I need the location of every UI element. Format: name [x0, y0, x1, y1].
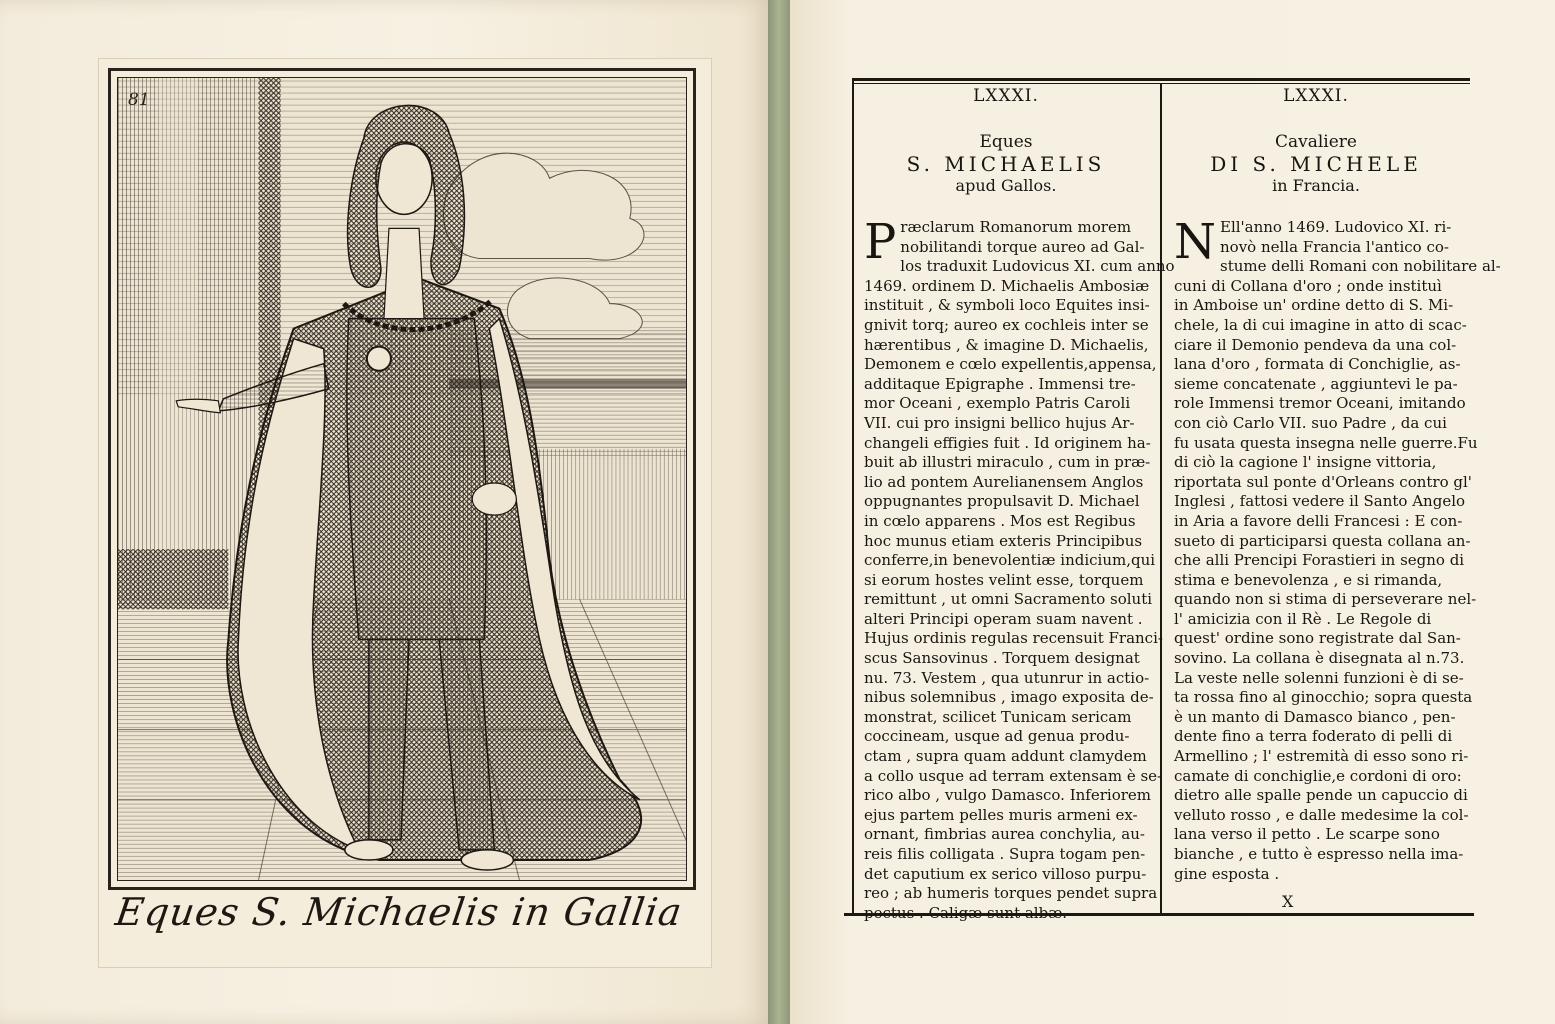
text-line: velluto rosso , e dalle medesime la col- [1174, 805, 1469, 824]
text-line: oppugnantes propulsavit D. Michael [864, 492, 1140, 511]
text-line: Inglesi , fattosi vedere il Santo Angelo [1174, 492, 1466, 511]
latin-body [856, 214, 1175, 923]
text-line: quest' ordine sono registrate dal San- [1174, 629, 1461, 648]
text-line: scus Sansovinus . Torquem designat [864, 649, 1140, 668]
text-line: Ell'anno 1469. Ludovico XI. ri- [1220, 218, 1452, 236]
engraving-image [118, 78, 686, 880]
left-page [0, 0, 768, 1024]
text-line: additaque Epigraphe . Immensi tre- [864, 374, 1136, 393]
text-line: gnivit torq; aureo ex cochleis inter se [864, 315, 1149, 334]
text-line: los traduxit Ludovicus XI. cum anno [900, 257, 1175, 276]
text-line: nu. 73. Vestem , qua utunrur in actio- [864, 668, 1150, 687]
text-line: pectus . Caligæ sunt albæ. [864, 903, 1068, 922]
text-line: novò nella Francia l'antico co- [1220, 237, 1449, 256]
text-line: 1469. ordinem D. Michaelis Ambosiæ [864, 276, 1150, 295]
text-line: det caputium ex serico villoso purpu- [864, 864, 1147, 883]
right-page [790, 0, 1555, 1024]
heading-latin-1: Eques [979, 132, 1033, 152]
text-line: monstrat, scilicet Tunicam sericam [864, 707, 1132, 726]
text-line: hærentibus , & imagine D. Michaelis, [864, 335, 1149, 354]
text-line: changeli effigies fuit . Id originem ha- [864, 433, 1151, 452]
text-line: che alli Prencipi Forastieri in segno di [1174, 551, 1465, 570]
engraving-frame [108, 68, 696, 890]
text-line: in Aria a favore delli Francesi : E con- [1174, 511, 1463, 530]
text-line: reis filis colligata . Supra togam pen- [864, 845, 1146, 863]
text-line: con ciò Carlo VII. suo Padre , da cui [1174, 413, 1447, 432]
text-line: rico albo , vulgo Damasco. Inferiorem [864, 786, 1151, 805]
text-line: camate di conchiglie,e cordoni di oro: [1174, 766, 1462, 785]
text-line: di ciò la cagione l' insigne vittoria, [1174, 453, 1437, 472]
column-divider [1160, 84, 1162, 914]
text-line: in cœlo apparens . Mos est Regibus [864, 511, 1136, 530]
text-line: gine esposta . [1174, 864, 1280, 883]
plate-number: 81 [128, 90, 150, 110]
engraving-area [117, 77, 687, 881]
text-line: riportata sul ponte d'Orleans contro gl' [1174, 472, 1472, 491]
text-line: a collo usque ad terram extensam è se- [864, 766, 1163, 785]
text-line: ctam , supra quam addunt clamydem [864, 747, 1147, 766]
text-line: dietro alle spalle pende un capuccio di [1174, 786, 1468, 805]
text-line: quando non si stima di perseverare nel- [1174, 590, 1477, 609]
text-line: coccineam, usque ad genua produ- [864, 727, 1130, 746]
text-line: stima e benevolenza , e si rimanda, [1174, 570, 1443, 589]
text-line: nibus solemnibus , imago exposita de- [864, 688, 1154, 707]
text-line: bianche , e tutto è espresso nella ima- [1174, 845, 1464, 863]
text-line: lana d'oro , formata di Conchiglie, as- [1174, 355, 1461, 374]
chapter-number-italian: LXXXI. [1283, 86, 1349, 106]
text-line: nobilitandi torque aureo ad Gal- [900, 237, 1145, 256]
signature-mark: X [1282, 892, 1294, 911]
text-line: in Amboise un' ordine detto di S. Mi- [1174, 296, 1454, 315]
text-line: sueto di participarsi questa collana an- [1174, 531, 1471, 550]
text-line: lana verso il petto . Le scarpe sono [1174, 825, 1440, 844]
text-line: instituit , & symboli loco Equites insi- [864, 296, 1150, 315]
text-line: ta rossa fino al ginocchio; sopra questa [1174, 688, 1473, 707]
drop-cap-latin: P [864, 214, 897, 270]
text-frame [852, 78, 1501, 922]
heading-latin-3: apud Gallos. [955, 176, 1057, 195]
text-line: remittunt , ut omni Sacramento soluti [864, 590, 1153, 609]
latin-column [856, 78, 1175, 923]
heading-italian-2: DI S. MICHELE [1210, 152, 1422, 176]
book-gutter [768, 0, 790, 1024]
text-line: mor Oceani , exemplo Patris Caroli [864, 394, 1131, 413]
heading-italian-3: in Francia. [1272, 176, 1360, 195]
text-line: hoc munus etiam exteris Principibus [864, 531, 1143, 550]
text-line: La veste nelle solenni funzioni è di se- [1174, 668, 1464, 687]
text-line: conferre,in benevolentiæ indicium,qui [864, 551, 1156, 570]
text-line: ejus partem pelles muris armeni ex- [864, 805, 1138, 824]
text-line: cuni di Collana d'oro ; onde instituì [1174, 276, 1442, 295]
text-line: ciare il Demonio pendeva da una col- [1174, 335, 1457, 354]
text-line: sovino. La collana è disegnata al n.73. [1174, 649, 1465, 668]
text-line: stume delli Romani con nobilitare al- [1220, 257, 1501, 276]
text-line: Demonem e cœlo expellentis,appensa, [864, 355, 1157, 374]
text-line: sieme concatenate , aggiuntevi le pa- [1174, 374, 1458, 393]
italian-column [1166, 78, 1501, 884]
text-line: è un manto di Damasco bianco , pen- [1174, 707, 1456, 726]
drop-cap-italian: N [1174, 214, 1216, 270]
text-line: buit ab illustri miraculo , cum in præ- [864, 453, 1151, 472]
chapter-number-latin: LXXXI. [973, 86, 1039, 106]
text-line: reo ; ab humeris torques pendet supra [864, 884, 1158, 903]
heading-latin-2: S. MICHAELIS [906, 152, 1106, 176]
text-line: lio ad pontem Aurelianensem Anglos [864, 472, 1144, 491]
text-line: l' amicizia con il Rè . Le Regole di [1174, 609, 1432, 628]
text-line: alteri Principi operam suam navent . [864, 609, 1143, 628]
left-rule [852, 78, 854, 916]
text-line: fu usata questa insegna nelle guerre.Fu [1174, 433, 1478, 452]
text-line: chele, la di cui imagine in atto di scac- [1174, 315, 1467, 334]
text-line: ornant, fimbrias aurea conchylia, au- [864, 825, 1145, 844]
italian-body [1166, 214, 1501, 884]
heading-italian-1: Cavaliere [1274, 132, 1357, 152]
text-line: role Immensi tremor Oceani, imitando [1174, 394, 1466, 413]
text-line: Armellino ; l' estremità di esso sono ri- [1174, 747, 1469, 766]
text-line: ræclarum Romanorum morem [900, 218, 1132, 236]
text-line: si eorum hostes velint esse, torquem [864, 570, 1144, 589]
text-line: VII. cui pro insigni bellico hujus Ar- [864, 413, 1135, 432]
plate-caption: Eques S. Michaelis in Gallia [112, 890, 686, 934]
text-line: dente fino a terra foderato di pelli di [1174, 727, 1453, 746]
text-line: Hujus ordinis regulas recensuit Franci- [864, 629, 1163, 648]
